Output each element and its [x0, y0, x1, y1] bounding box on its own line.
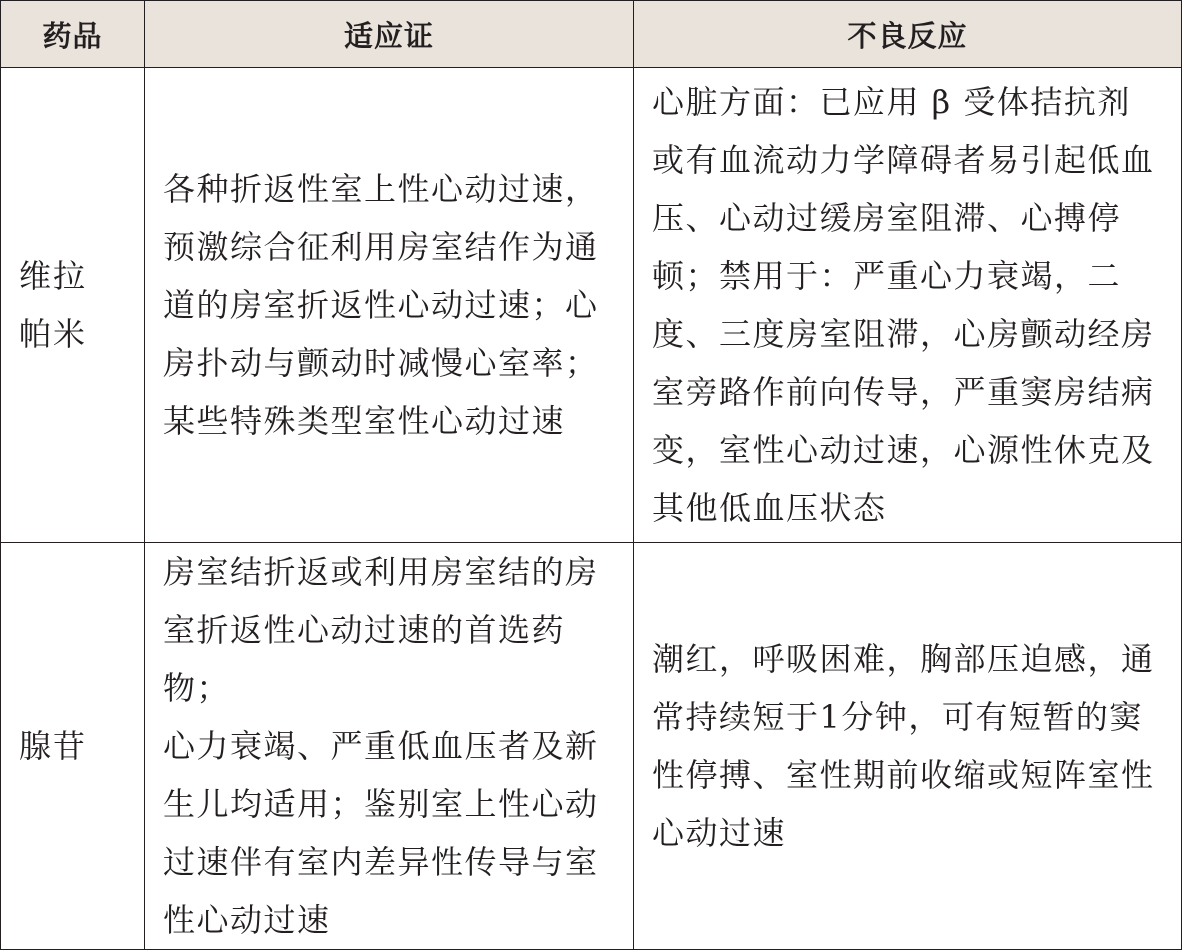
- table-row: [1, 543, 1182, 950]
- table-body: [1, 68, 1182, 950]
- header-indication: 适应证: [145, 1, 634, 68]
- indication-cell: 房室结折返或利用房室结的房 室折返性心动过速的首选药物； 心力衰竭、严重低血压者及新 生儿均适用；鉴别室上性心动 过速伴有室内差异性传导与室 性心动过速: [145, 543, 634, 950]
- header-row: [1, 1, 1182, 68]
- header-drug: 药品: [1, 1, 145, 68]
- header-adverse-reaction: 不良反应: [634, 1, 1182, 68]
- indication-cell: 各种折返性室上性心动过速， 预激综合征利用房室结作为通 道的房室折返性心动过速；心 房扑动与颤动时减慢心室率； 某些特殊类型室性心动过速: [145, 68, 634, 543]
- adverse-reaction-cell: 心脏方面：已应用 β 受体拮抗剂 或有血流动力学障碍者易引起低血 压、心动过缓房室阻滞、心搏停 顿；禁用于：严重心力衰竭，二 度、三度房室阻滞，心房颤动经房 室旁路作前向传导，严重窦房结病 变，室性心动过速，心源性休克及 其他低血压状态: [634, 68, 1182, 543]
- table-row: [1, 68, 1182, 543]
- drug-name-cell: 维拉 帕米: [1, 68, 145, 543]
- table-header: [1, 1, 1182, 68]
- adverse-reaction-cell: 潮红，呼吸困难，胸部压迫感，通 常持续短于1分钟，可有短暂的窦 性停搏、室性期前收缩或短阵室性 心动过速: [634, 543, 1182, 950]
- drug-name-cell: 腺苷: [1, 543, 145, 950]
